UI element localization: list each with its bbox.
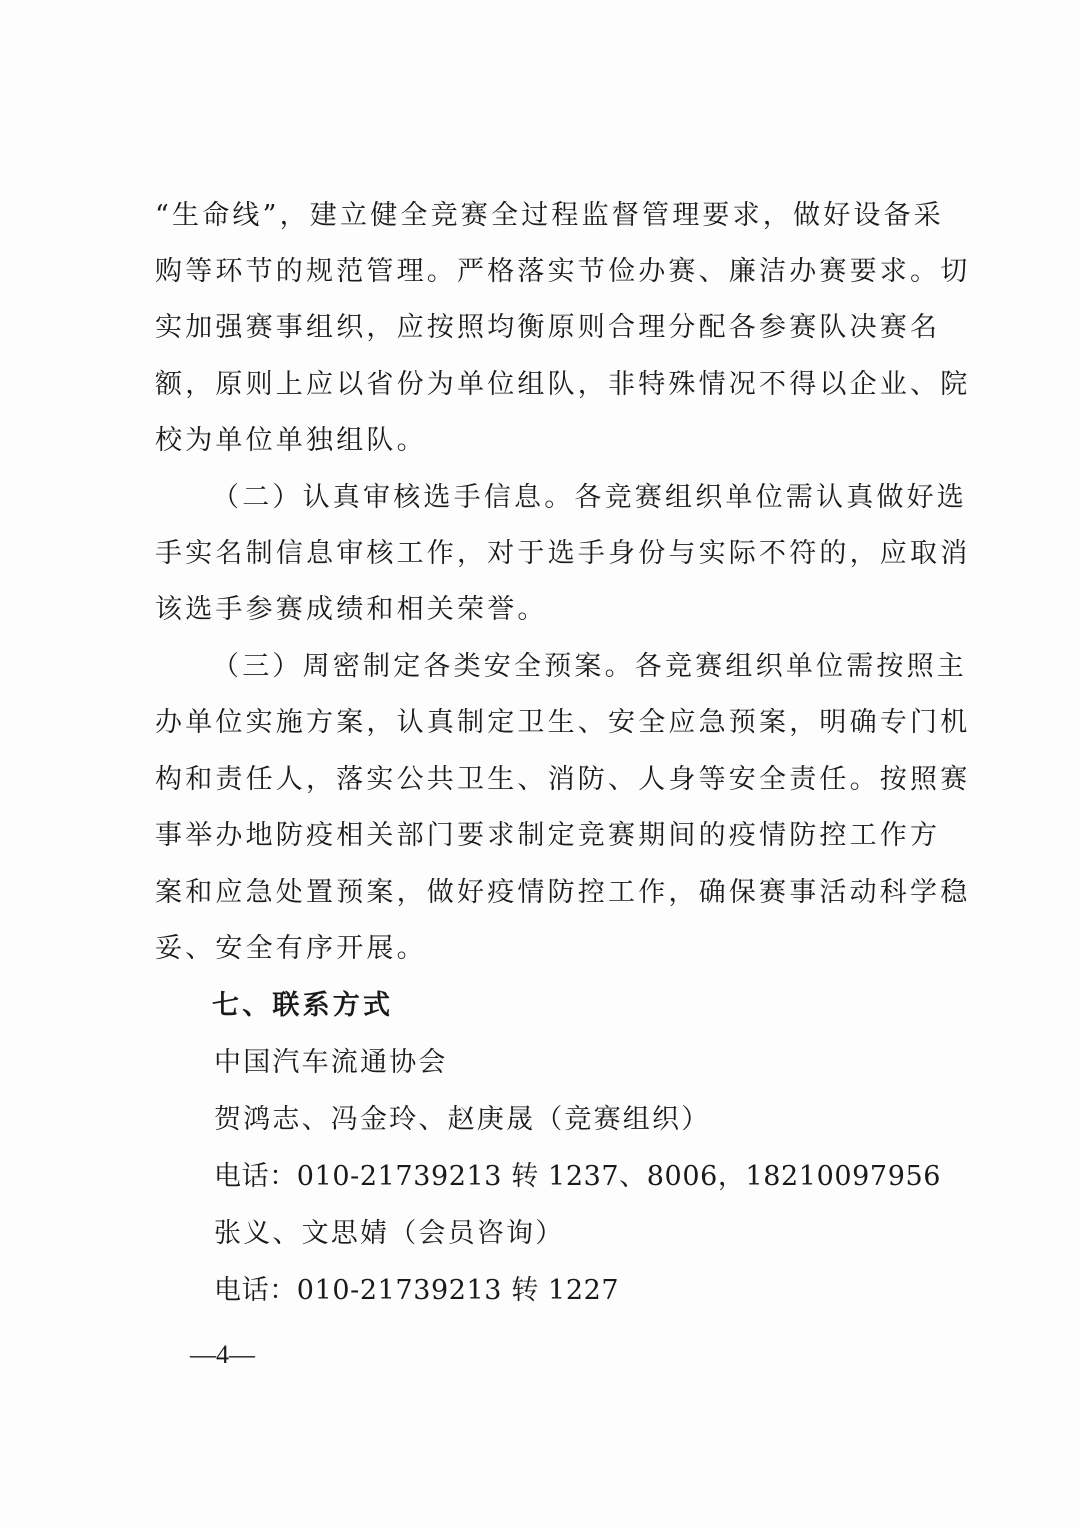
paragraph-2-line-1: （二）认真审核选手信息。各竞赛组织单位需认真做好选	[212, 482, 967, 513]
paragraph-3-line-1: （三）周密制定各类安全预案。各竞赛组织单位需按照主	[212, 651, 967, 682]
paragraph-3-line-5: 案和应急处置预案，做好疫情防控工作，确保赛事活动科学稳	[155, 877, 971, 908]
contact-organization: 中国汽车流通协会	[214, 1047, 448, 1078]
paragraph-1-line-1: “生命线”，建立健全竞赛全过程监督管理要求，做好设备采	[155, 200, 945, 231]
paragraph-1-line-3: 实加强赛事组织，应按照均衡原则合理分配各参赛队决赛名	[155, 312, 941, 343]
section-heading-contact: 七、联系方式	[212, 990, 394, 1021]
contact-group2-phone: 电话：010-21739213 转 1227	[214, 1275, 620, 1306]
paragraph-3-line-6: 妥、安全有序开展。	[155, 933, 427, 964]
paragraph-2-line-3: 该选手参赛成绩和相关荣誉。	[155, 594, 548, 625]
paragraph-1-line-5: 校为单位单独组队。	[155, 425, 427, 456]
paragraph-3-line-2: 办单位实施方案，认真制定卫生、安全应急预案，明确专门机	[155, 707, 971, 738]
paragraph-1-line-4: 额，原则上应以省份为单位组队，非特殊情况不得以企业、院	[155, 369, 971, 400]
paragraph-2-line-2: 手实名制信息审核工作，对于选手身份与实际不符的，应取消	[155, 538, 971, 569]
contact-group1-phone: 电话：010-21739213 转 1237、8006，18210097956	[214, 1161, 942, 1192]
contact-group2-names: 张义、文思婧（会员咨询）	[214, 1218, 565, 1249]
paragraph-1-line-2: 购等环节的规范管理。严格落实节俭办赛、廉洁办赛要求。切	[155, 256, 971, 287]
paragraph-3-line-3: 构和责任人，落实公共卫生、消防、人身等安全责任。按照赛	[155, 764, 971, 795]
paragraph-3-line-4: 事举办地防疫相关部门要求制定竞赛期间的疫情防控工作方	[155, 820, 941, 851]
page-number: —4—	[190, 1340, 255, 1369]
contact-group1-names: 贺鸿志、冯金玲、赵庚晟（竞赛组织）	[214, 1104, 711, 1135]
